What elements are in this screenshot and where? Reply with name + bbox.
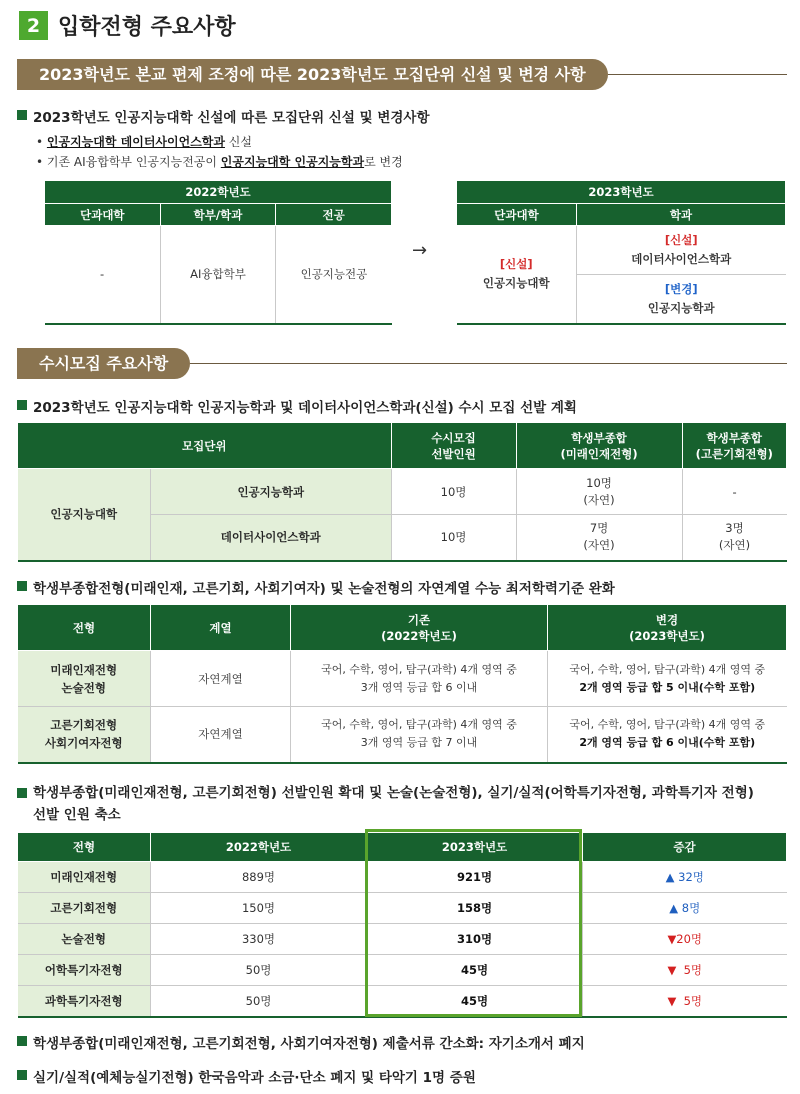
down-triangle-icon: ▼ xyxy=(667,932,677,946)
cell-type: 고른기회전형 사회기여자전형 xyxy=(18,707,151,763)
table-2023-year: 2023학년도 xyxy=(457,181,786,204)
note-practical: 실기/실적(예체능실기전형) 한국음악과 소금·단소 폐지 및 타악기 1명 증원 xyxy=(17,1066,476,1086)
square-bullet-icon xyxy=(17,110,27,120)
cell-change: ▼ 5명 xyxy=(583,955,787,986)
table-2023-structure xyxy=(456,180,786,325)
cell-old-division: AI융합학부 xyxy=(160,226,276,324)
cell-old-major: 인공지능전공 xyxy=(276,226,392,324)
col-type: 전형 xyxy=(18,833,151,862)
up-triangle-icon: ▲ xyxy=(665,870,675,884)
cell-type: 어학특기자전형 xyxy=(18,955,151,986)
cell-change: ▼20명 xyxy=(583,924,787,955)
bullet-changed-dept: • 기존 AI융합학부 인공지능전공이 인공지능대학 인공지능학과로 변경 xyxy=(36,155,403,169)
cell-2023: 921명 xyxy=(367,862,583,893)
col-unit: 모집단위 xyxy=(18,423,392,469)
cell-2022: 150명 xyxy=(151,893,367,924)
section1-banner-row xyxy=(17,59,787,90)
square-bullet-icon xyxy=(17,788,27,798)
col-type: 전형 xyxy=(18,605,151,651)
cell-total: 10명 xyxy=(391,515,516,561)
cell-change: ▲ 8명 xyxy=(583,893,787,924)
cell-track: 자연계열 xyxy=(151,707,291,763)
cell-new-college: [신설] 인공지능대학 xyxy=(457,226,577,324)
right-arrow-icon: → xyxy=(412,240,428,261)
square-bullet-icon xyxy=(17,400,27,410)
cell-total: 10명 xyxy=(391,469,516,515)
col-college: 단과대학 xyxy=(45,204,161,226)
cell-new-dept-datascience: [신설] 데이터사이언스학과 xyxy=(577,226,786,275)
cell-type: 과학특기자전형 xyxy=(18,986,151,1017)
cell-dept: 인공지능학과 xyxy=(151,469,392,515)
cell-type: 미래인재전형 xyxy=(18,862,151,893)
cell-track: 자연계열 xyxy=(151,651,291,707)
cell-old-criteria: 국어, 수학, 영어, 탐구(과학) 4개 영역 중 3개 영역 등급 합 7 이내 xyxy=(291,707,548,763)
down-triangle-icon: ▼ xyxy=(667,963,677,977)
square-bullet-icon xyxy=(17,1070,27,1080)
cell-new-criteria: 국어, 수학, 영어, 탐구(과학) 4개 영역 중 2개 영역 등급 합 5 이내(수학 포함) xyxy=(548,651,787,707)
cell-old-college: - xyxy=(45,226,161,324)
csat-subhead: 학생부종합전형(미래인재, 고른기회, 사회기여자) 및 논술전형의 자연계열 수능 최저학력기준 완화 xyxy=(17,577,615,597)
section-number-badge: 2 xyxy=(19,11,48,40)
bullet-new-dept: • 인공지능대학 데이터사이언스학과 신설 xyxy=(36,135,252,149)
col-dept: 학과 xyxy=(577,204,786,226)
col-college: 단과대학 xyxy=(457,204,577,226)
up-triangle-icon: ▲ xyxy=(669,901,679,915)
cell-mirae: 10명 (자연) xyxy=(516,469,682,515)
cell-2023: 310명 xyxy=(367,924,583,955)
cell-new-criteria: 국어, 수학, 영어, 탐구(과학) 4개 영역 중 2개 영역 등급 합 6 이내(수학 포함) xyxy=(548,707,787,763)
cell-goreun: - xyxy=(682,469,786,515)
cell-type: 고른기회전형 xyxy=(18,893,151,924)
table-2022-structure xyxy=(44,180,392,325)
cell-2023: 45명 xyxy=(367,955,583,986)
cell-2022: 50명 xyxy=(151,955,367,986)
page-title: 입학전형 주요사항 xyxy=(58,15,236,40)
table-quota-change xyxy=(17,832,787,1018)
section1-banner: 2023학년도 본교 편제 조정에 따른 2023학년도 모집단위 신설 및 변경 사항 xyxy=(17,59,608,90)
section1-subhead: 2023학년도 인공지능대학 신설에 따른 모집단위 신설 및 변경사항 xyxy=(17,106,430,126)
cell-dept: 데이터사이언스학과 xyxy=(151,515,392,561)
page-header xyxy=(19,10,236,41)
cell-goreun: 3명 (자연) xyxy=(682,515,786,561)
col-goreun: 학생부종합 (고른기회전형) xyxy=(682,423,786,469)
col-change: 증감 xyxy=(583,833,787,862)
cell-2022: 889명 xyxy=(151,862,367,893)
section2-banner-row xyxy=(17,348,787,379)
plan-subhead: 2023학년도 인공지능대학 인공지능학과 및 데이터사이언스학과(신설) 수시 모집 선발 계획 xyxy=(17,396,577,416)
col-division: 학부/학과 xyxy=(160,204,276,226)
col-track: 계열 xyxy=(151,605,291,651)
col-new: 변경 (2023학년도) xyxy=(548,605,787,651)
square-bullet-icon xyxy=(17,581,27,591)
square-bullet-icon xyxy=(17,1036,27,1046)
cell-college: 인공지능대학 xyxy=(18,469,151,561)
cell-type: 논술전형 xyxy=(18,924,151,955)
cell-type: 미래인재전형 논술전형 xyxy=(18,651,151,707)
col-old: 기존 (2022학년도) xyxy=(291,605,548,651)
section2-banner: 수시모집 주요사항 xyxy=(17,348,190,379)
table-2022-year: 2022학년도 xyxy=(45,181,392,204)
cell-2022: 330명 xyxy=(151,924,367,955)
col-major: 전공 xyxy=(276,204,392,226)
note-documents: 학생부종합(미래인재전형, 고른기회전형, 사회기여자전형) 제출서류 간소화: 자기소개서 폐지 xyxy=(17,1032,585,1052)
col-2022: 2022학년도 xyxy=(151,833,367,862)
table-csat-criteria xyxy=(17,604,787,764)
col-2023: 2023학년도 xyxy=(367,833,583,862)
banner-divider xyxy=(608,74,787,75)
quota-subhead: 학생부종합(미래인재전형, 고른기회전형) 선발인원 확대 및 논술(논술전형), 실기/실적(어학특기자전형, 과학특기자 전형) 선발 인원 축소 xyxy=(17,782,754,826)
cell-2023: 45명 xyxy=(367,986,583,1017)
col-total: 수시모집 선발인원 xyxy=(391,423,516,469)
table-recruit-plan xyxy=(17,422,787,562)
cell-old-criteria: 국어, 수학, 영어, 탐구(과학) 4개 영역 중 3개 영역 등급 합 6 이내 xyxy=(291,651,548,707)
banner-divider xyxy=(190,363,787,364)
cell-mirae: 7명 (자연) xyxy=(516,515,682,561)
cell-change: ▲ 32명 xyxy=(583,862,787,893)
cell-new-dept-ai: [변경] 인공지능학과 xyxy=(577,275,786,324)
cell-2023: 158명 xyxy=(367,893,583,924)
cell-change: ▼ 5명 xyxy=(583,986,787,1017)
down-triangle-icon: ▼ xyxy=(667,993,677,1008)
col-mirae: 학생부종합 (미래인재전형) xyxy=(516,423,682,469)
cell-2022: 50명 xyxy=(151,986,367,1017)
